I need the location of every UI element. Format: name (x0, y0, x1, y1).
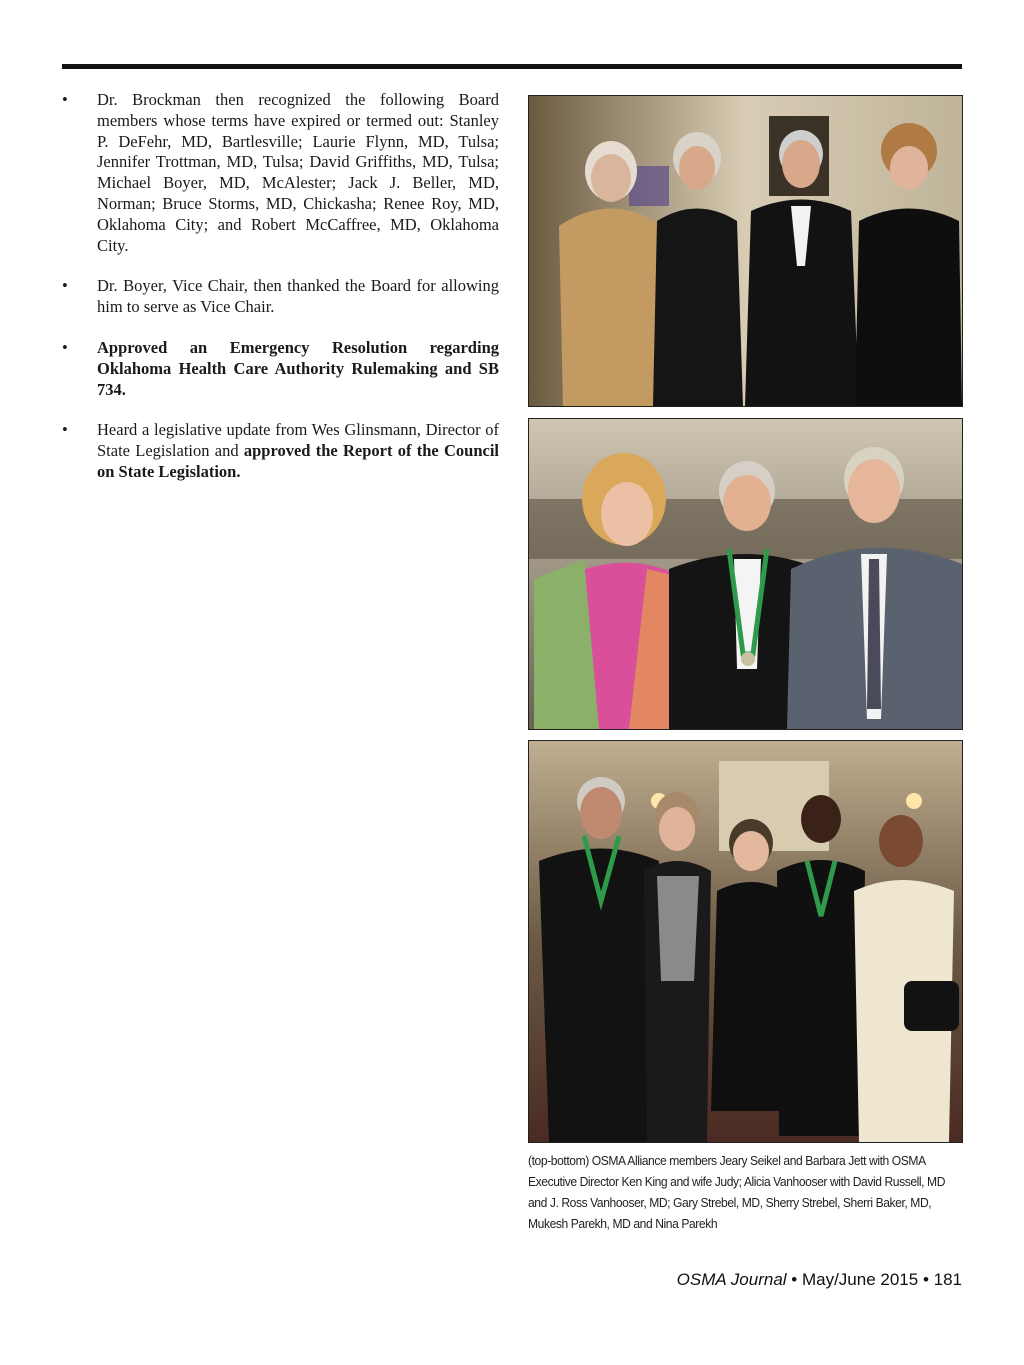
journal-name: OSMA Journal (676, 1270, 787, 1289)
photo-vanhooser-russell (528, 418, 963, 730)
bullet-item (62, 420, 499, 482)
group-photo-icon (529, 96, 962, 406)
bullet-marker: • (62, 276, 68, 296)
bullet-text-bold: Approved an Emergency Resolution regarding Oklahoma Health Care Authority Rulemaking and SB 734. (97, 337, 499, 399)
footer-separator: • (918, 1270, 934, 1289)
group-photo-icon (529, 741, 962, 1142)
photo-alliance-members (528, 95, 963, 407)
article-column (62, 90, 499, 503)
bullet-marker: • (62, 90, 68, 109)
page-number: 181 (933, 1270, 962, 1289)
photo-strebel-parekh (528, 740, 963, 1143)
group-photo-icon (529, 419, 962, 729)
bullet-text-bold: approved the Report of the Council on State Legislation. (97, 441, 499, 481)
bullet-item (62, 90, 499, 256)
footer-separator: • (786, 1270, 802, 1289)
page-footer (677, 1270, 962, 1290)
bullet-item (62, 338, 499, 400)
header-rule (62, 64, 962, 69)
bullet-marker: • (62, 420, 68, 440)
bullet-item (62, 276, 499, 318)
issue-date: May/June 2015 (801, 1270, 919, 1289)
photo-caption: (top-bottom) OSMA Alliance members Jeary Seikel and Barbara Jett with OSMA Executive Director Ken King and wife Judy; Alicia Vanhooser with David Russell, MD and J. Ross Vanhooser, MD; Gary Strebel, MD, Sherry Strebel, Sherri Baker, MD, Mukesh Parekh, MD and Nina Parekh (528, 1153, 946, 1231)
bullet-text: Heard a legislative update from Wes Glinsmann, Director of State Legislation and (97, 420, 499, 461)
bullet-text: Dr. Brockman then recognized the following Board members whose terms have expired or termed out: Stanley P. DeFehr, MD, Bartlesville; Laurie Flynn, MD, Tulsa; Jennifer Trottman, MD, Tulsa; David Griffiths, MD, Tulsa; Michael Boyer, MD, McAlester; Jack J. Beller, MD, Norman; Bruce Storms, MD, Chickasha; Renee Roy, MD, Oklahoma City; and Robert McCaffree, MD, Oklahoma City. (97, 90, 499, 255)
bullet-marker: • (62, 337, 68, 357)
bullet-text: Dr. Boyer, Vice Chair, then thanked the Board for allowing him to serve as Vice Chair. (97, 276, 499, 317)
